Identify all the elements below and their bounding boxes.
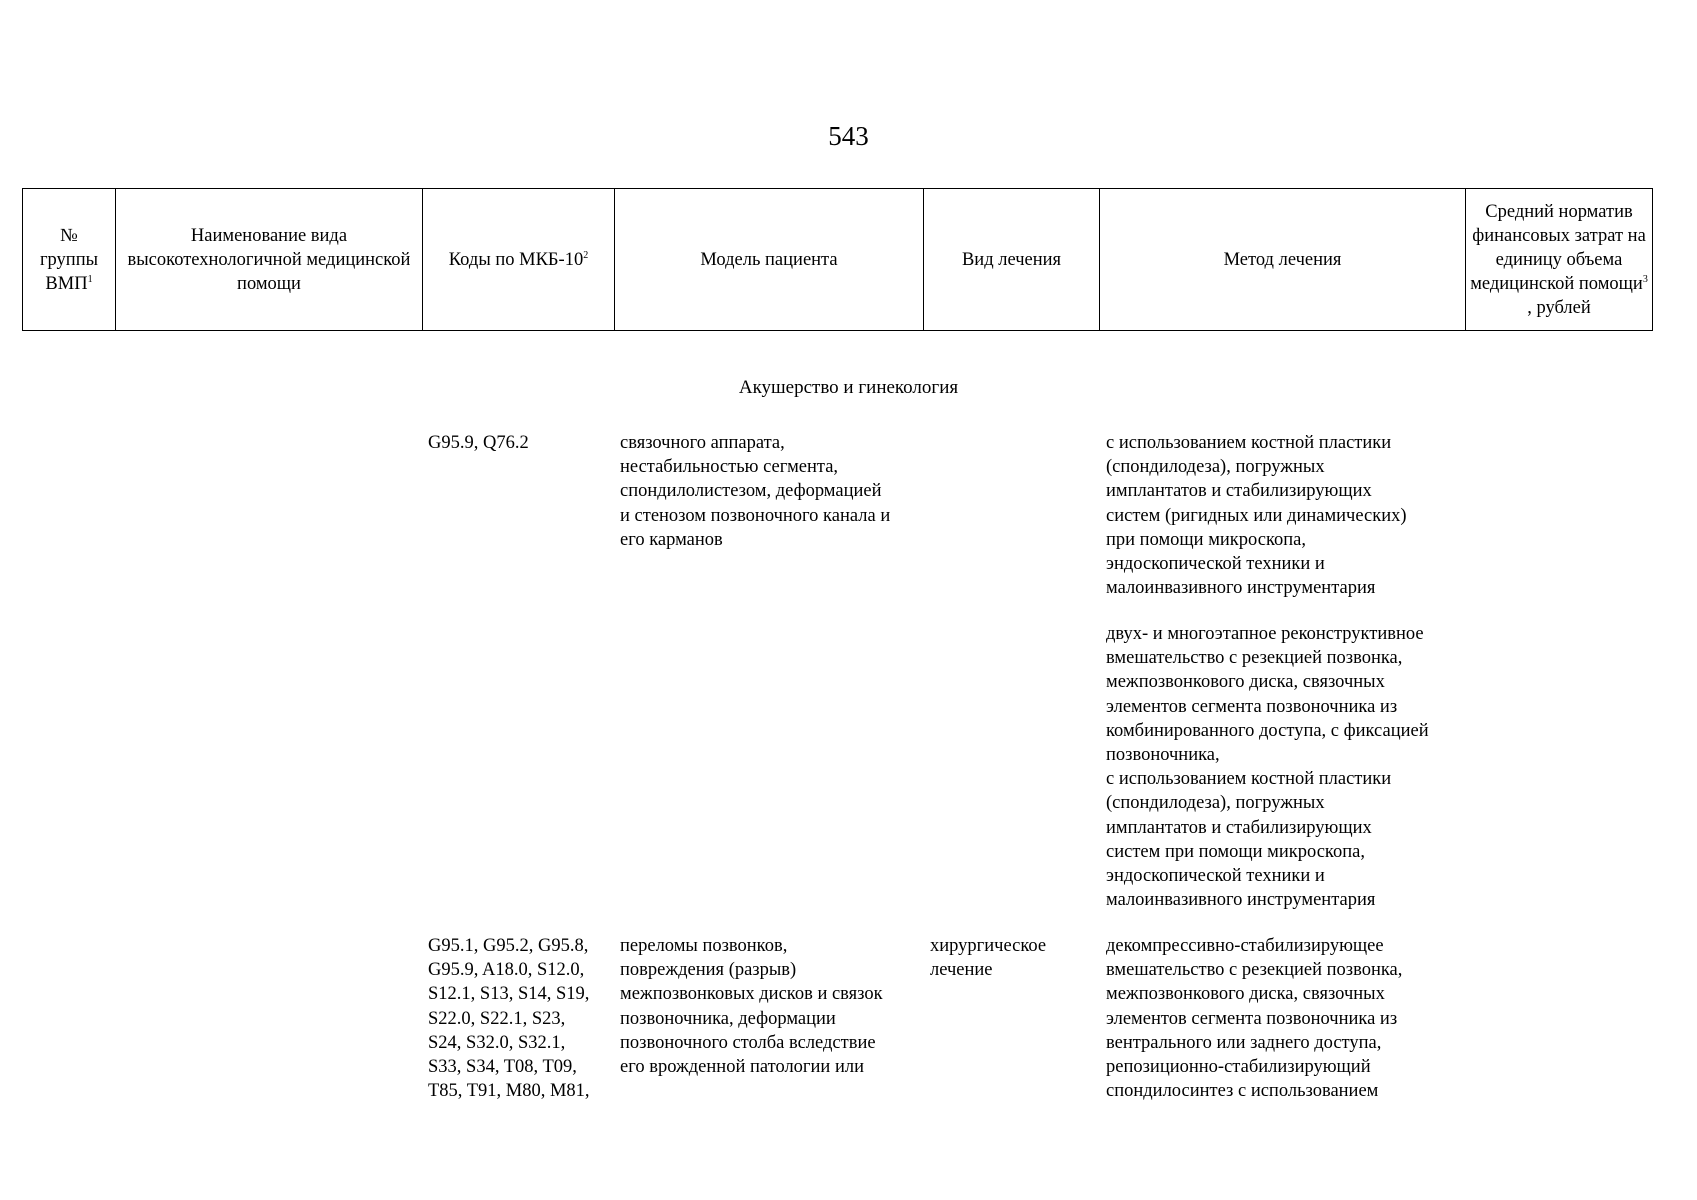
header-icd-codes-text: Коды по МКБ-10 [448, 249, 584, 270]
header-patient-model [615, 189, 924, 331]
row-2-method-1: декомпрессивно-стабилизирующее вмешательство с резекцией позвонка, межпозвонкового диска, связочных элементов сегмента позвоночника из вентрального или заднего доступа, репозиционно-стабилизирующий спондилосинтез с использованием [1106, 936, 1403, 1102]
header-group-number-line2: группы [39, 249, 99, 270]
row-2-icd-codes: G95.1, G95.2, G95.8, G95.9, A18.0, S12.0, S12.1, S13, S14, S19, S22.0, S22.1, S23, S24, S32.0, S32.1, S33, S34, T08, T09, T85, T91, M80, M81, [428, 936, 590, 1102]
header-group-number-line3: ВМП [45, 273, 88, 294]
row-1-method-1: с использованием костной пластики (спондилодеза), погружных имплантатов и стабилизирующих систем (ригидных или динамических) при помощи микроскопа, эндоскопической техники и малоинвазивного инструментария [1106, 433, 1407, 599]
header-group-number-line1: № [60, 225, 78, 246]
footnote-1-marker: 1 [87, 273, 93, 285]
header-group-number [23, 189, 116, 331]
header-treatment-type [924, 189, 1100, 331]
header-cost-standard [1466, 189, 1653, 331]
header-care-type-name [116, 189, 423, 331]
row-1-icd-codes: G95.9, Q76.2 [428, 433, 529, 453]
header-treatment-type-text: Вид лечения [961, 249, 1062, 270]
footnote-2-marker: 2 [583, 249, 589, 261]
header-treatment-method-text: Метод лечения [1223, 249, 1342, 270]
header-icd-codes [423, 189, 615, 331]
row-2-treatment-type: хирургическое лечение [930, 936, 1047, 981]
row-2-patient-model: переломы позвонков, повреждения (разрыв) межпозвонковых дисков и связок позвоночника, деформации позвоночного столба вследствие его врожденной патологии или [620, 936, 883, 1078]
table-header [22, 188, 1653, 331]
header-care-type-name-text: Наименование вида высокотехнологичной медицинской помощи [127, 225, 411, 294]
section-title: Акушерство и гинекология [738, 377, 959, 398]
header-treatment-method [1100, 189, 1466, 331]
footnote-3-marker: 3 [1642, 273, 1648, 285]
header-cost-standard-text: Средний норматив финансовых затрат на единицу объема медицинской помощи [1470, 201, 1646, 294]
header-cost-standard-suffix: , рублей [1527, 297, 1591, 318]
header-patient-model-text: Модель пациента [700, 249, 838, 270]
page-number: 543 [828, 121, 869, 151]
row-1-method-2: двух- и многоэтапное реконструктивное вмешательство с резекцией позвонка, межпозвонкового диска, связочных элементов сегмента позвоночника из комбинированного доступа, с фиксацией позвоночника, с использованием костной пластики (спондилодеза), погружных имплантатов и стабилизирующих систем при помощи микроскопа, эндоскопической техники и малоинвазивного инструментария [1106, 624, 1429, 911]
row-1-patient-model: связочного аппарата, нестабильностью сегмента, спондилолистезом, деформацией и стенозом позвоночного канала и его карманов [620, 433, 891, 550]
